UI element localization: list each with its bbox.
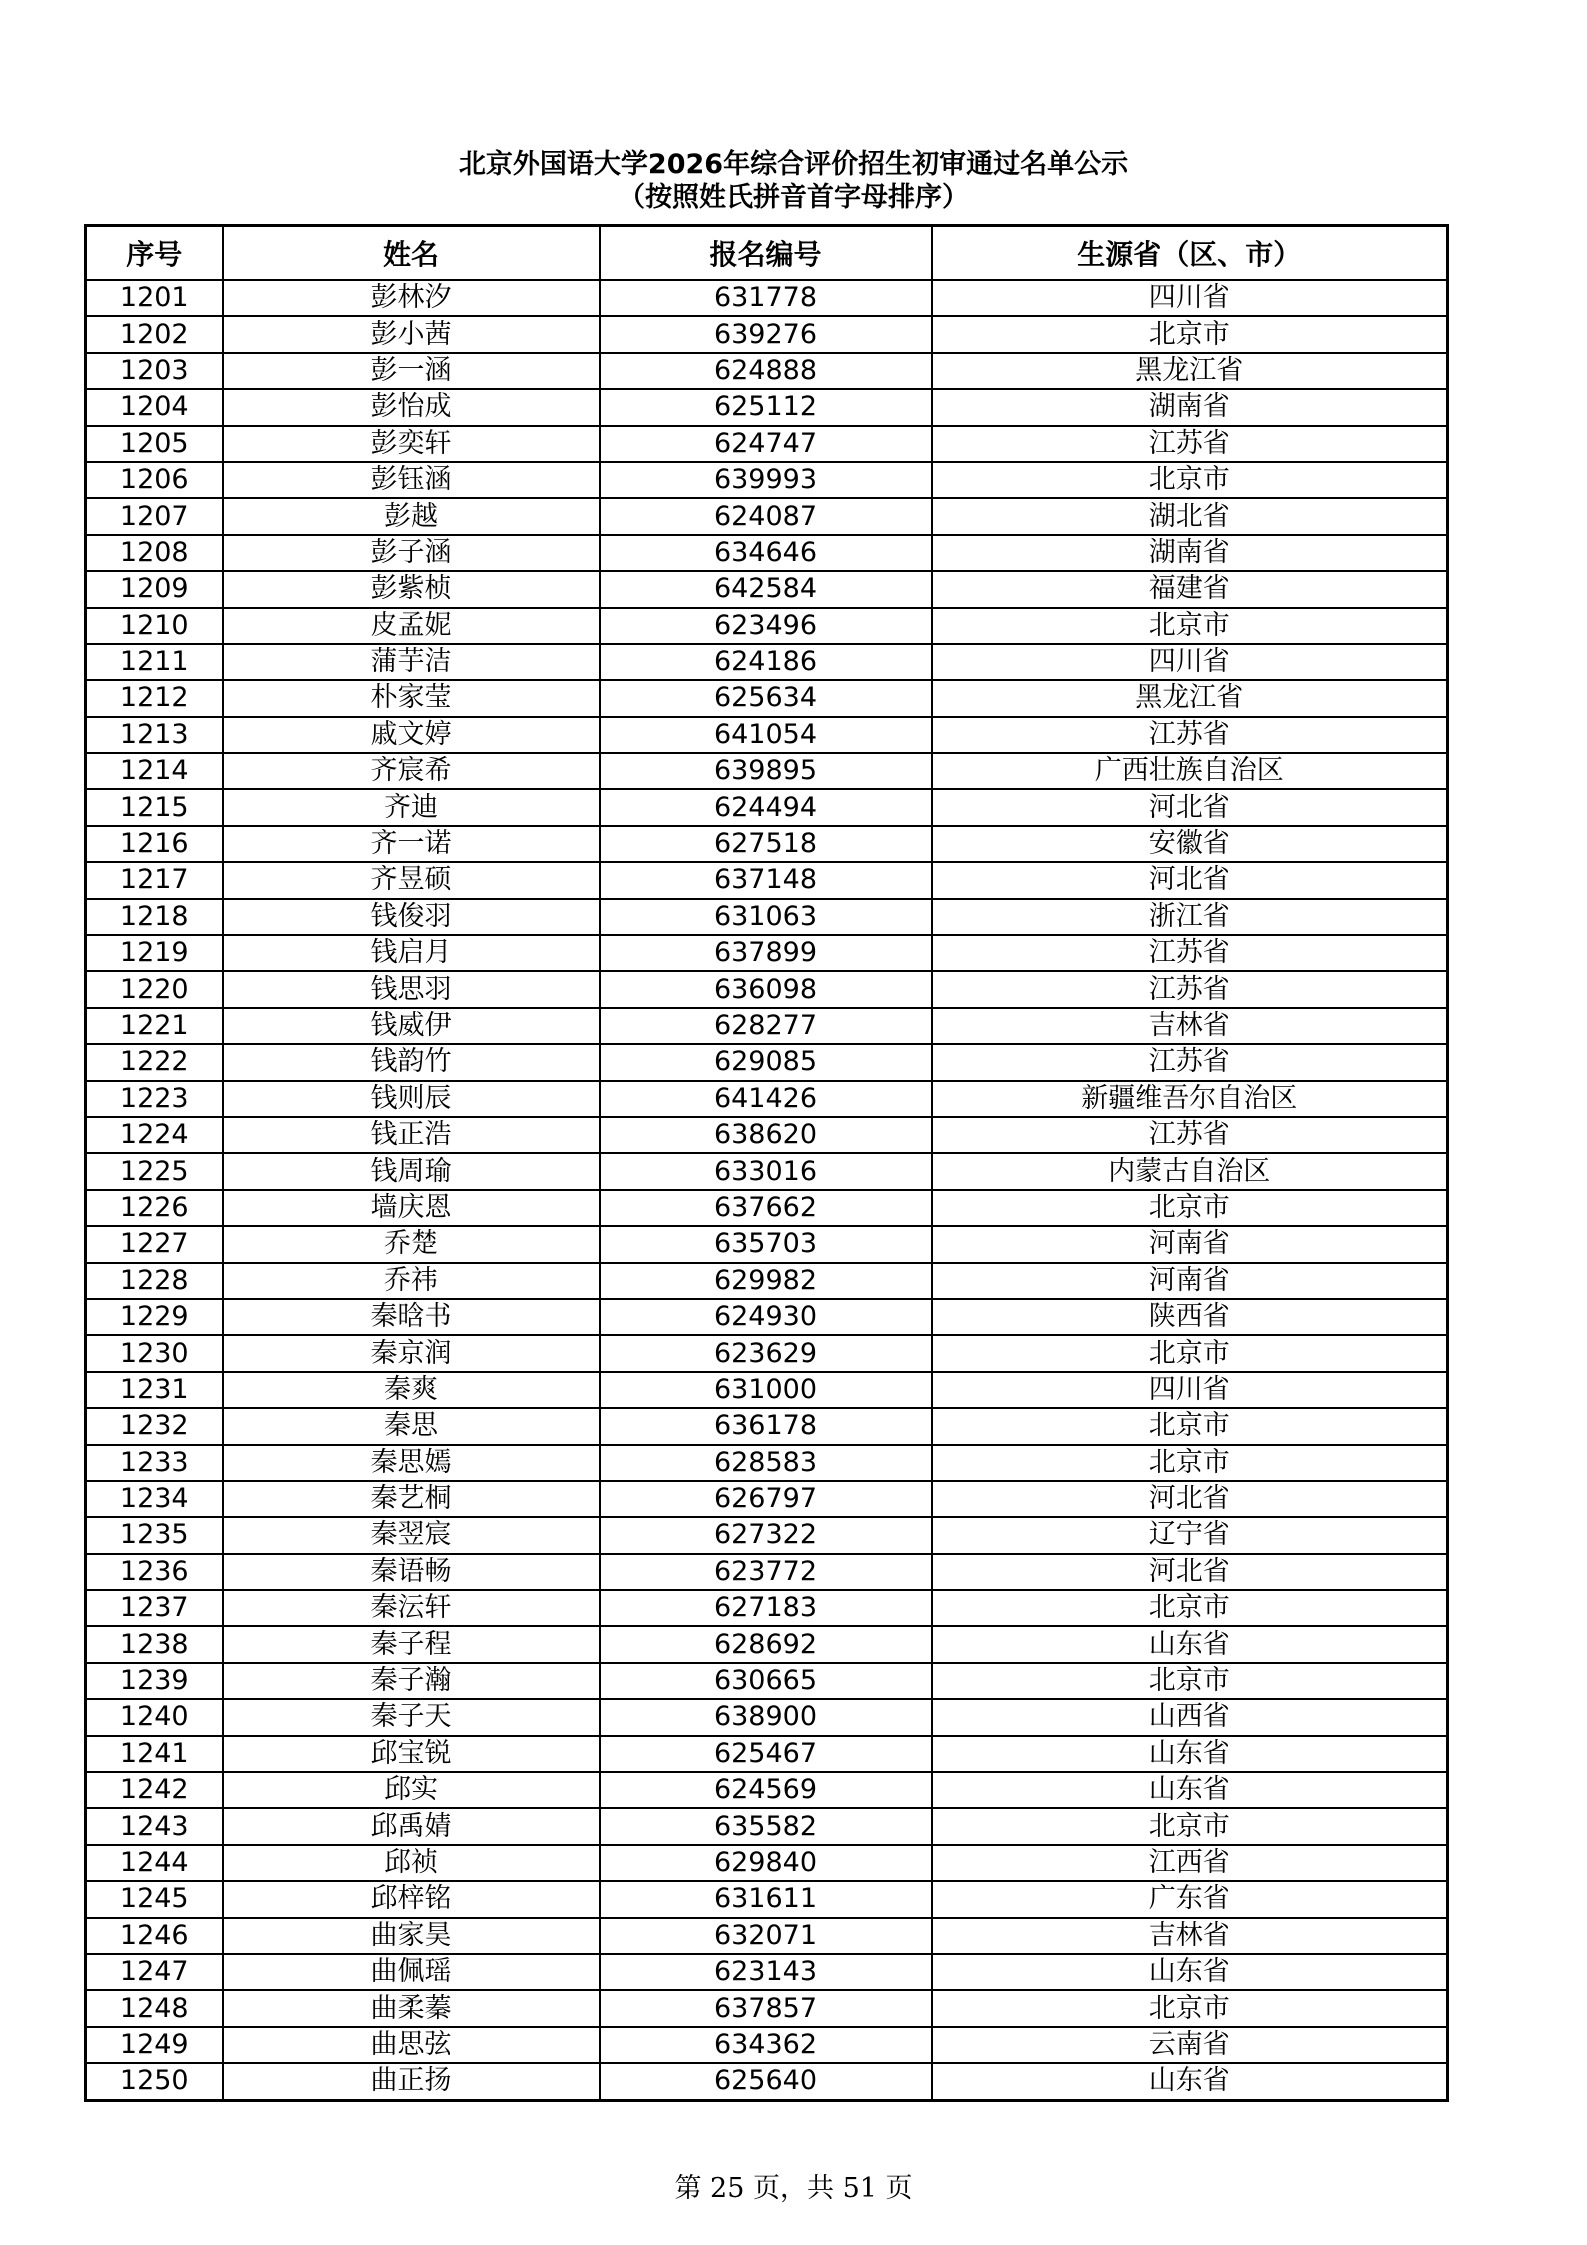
- table-row: [86, 2063, 1448, 2100]
- cell-index: 1225: [86, 1153, 223, 1189]
- table-header-row: [86, 226, 1448, 281]
- table-row: [86, 498, 1448, 534]
- table-row: [86, 971, 1448, 1007]
- cell-index: 1243: [86, 1808, 223, 1844]
- cell-name: 秦晗书: [223, 1299, 600, 1335]
- cell-name: 秦翌宸: [223, 1517, 600, 1553]
- cell-index: 1217: [86, 862, 223, 898]
- cell-name: 彭怡成: [223, 389, 600, 425]
- table-row: [86, 935, 1448, 971]
- cell-index: 1228: [86, 1263, 223, 1299]
- cell-index: 1201: [86, 280, 223, 316]
- table-row: [86, 1263, 1448, 1299]
- cell-reg-id: 623496: [600, 608, 932, 644]
- cell-name: 秦沄轩: [223, 1590, 600, 1626]
- cell-reg-id: 625467: [600, 1736, 932, 1772]
- table-row: [86, 1190, 1448, 1226]
- table-row: [86, 426, 1448, 462]
- cell-reg-id: 628692: [600, 1626, 932, 1662]
- cell-province: 河北省: [932, 1481, 1448, 1517]
- cell-name: 邱宝锐: [223, 1736, 600, 1772]
- table-row: [86, 1445, 1448, 1481]
- cell-name: 彭子涵: [223, 535, 600, 571]
- cell-reg-id: 637857: [600, 1990, 932, 2026]
- table-row: [86, 1372, 1448, 1408]
- cell-name: 钱周瑜: [223, 1153, 600, 1189]
- cell-reg-id: 636098: [600, 971, 932, 1007]
- cell-reg-id: 631063: [600, 899, 932, 935]
- cell-reg-id: 624569: [600, 1772, 932, 1808]
- cell-province: 山东省: [932, 1954, 1448, 1990]
- cell-name: 曲家昊: [223, 1918, 600, 1954]
- cell-index: 1202: [86, 316, 223, 352]
- cell-reg-id: 638900: [600, 1699, 932, 1735]
- page-title: 北京外国语大学2026年综合评价招生初审通过名单公示: [458, 149, 1129, 180]
- cell-reg-id: 625640: [600, 2063, 932, 2100]
- cell-reg-id: 632071: [600, 1918, 932, 1954]
- cell-name: 墙庆恩: [223, 1190, 600, 1226]
- cell-reg-id: 629982: [600, 1263, 932, 1299]
- cell-reg-id: 641426: [600, 1081, 932, 1117]
- cell-name: 朴家莹: [223, 680, 600, 716]
- cell-reg-id: 635703: [600, 1226, 932, 1262]
- cell-name: 钱俊羽: [223, 899, 600, 935]
- cell-province: 河南省: [932, 1226, 1448, 1262]
- cell-province: 湖南省: [932, 389, 1448, 425]
- cell-name: 曲正扬: [223, 2063, 600, 2100]
- cell-name: 邱祯: [223, 1845, 600, 1881]
- table-row: [86, 826, 1448, 862]
- cell-index: 1213: [86, 717, 223, 753]
- cell-province: 陕西省: [932, 1299, 1448, 1335]
- cell-index: 1236: [86, 1554, 223, 1590]
- cell-name: 乔楚: [223, 1226, 600, 1262]
- cell-reg-id: 638620: [600, 1117, 932, 1153]
- cell-province: 广西壮族自治区: [932, 753, 1448, 789]
- cell-index: 1216: [86, 826, 223, 862]
- cell-province: 北京市: [932, 1445, 1448, 1481]
- cell-province: 新疆维吾尔自治区: [932, 1081, 1448, 1117]
- cell-index: 1241: [86, 1736, 223, 1772]
- table-row: [86, 316, 1448, 352]
- cell-index: 1221: [86, 1008, 223, 1044]
- cell-province: 北京市: [932, 1408, 1448, 1444]
- table-row: [86, 1918, 1448, 1954]
- cell-name: 钱韵竹: [223, 1044, 600, 1080]
- cell-province: 北京市: [932, 1990, 1448, 2026]
- cell-index: 1248: [86, 1990, 223, 2026]
- cell-index: 1212: [86, 680, 223, 716]
- cell-index: 1247: [86, 1954, 223, 1990]
- table-row: [86, 717, 1448, 753]
- cell-index: 1234: [86, 1481, 223, 1517]
- cell-reg-id: 637148: [600, 862, 932, 898]
- cell-name: 彭钰涵: [223, 462, 600, 498]
- cell-reg-id: 623629: [600, 1335, 932, 1371]
- cell-reg-id: 629840: [600, 1845, 932, 1881]
- cell-province: 福建省: [932, 571, 1448, 607]
- cell-reg-id: 631000: [600, 1372, 932, 1408]
- cell-province: 四川省: [932, 644, 1448, 680]
- cell-index: 1209: [86, 571, 223, 607]
- cell-province: 安徽省: [932, 826, 1448, 862]
- cell-province: 河北省: [932, 789, 1448, 825]
- cell-province: 江苏省: [932, 935, 1448, 971]
- cell-reg-id: 630665: [600, 1663, 932, 1699]
- cell-province: 山东省: [932, 1626, 1448, 1662]
- cell-index: 1231: [86, 1372, 223, 1408]
- table-row: [86, 280, 1448, 316]
- table-row: [86, 1736, 1448, 1772]
- cell-reg-id: 639993: [600, 462, 932, 498]
- cell-province: 山东省: [932, 1772, 1448, 1808]
- cell-name: 彭一涵: [223, 353, 600, 389]
- cell-province: 北京市: [932, 1190, 1448, 1226]
- column-header-reg-id: 报名编号: [600, 226, 932, 281]
- cell-reg-id: 635582: [600, 1808, 932, 1844]
- cell-name: 彭林汐: [223, 280, 600, 316]
- cell-province: 河南省: [932, 1263, 1448, 1299]
- cell-province: 黑龙江省: [932, 680, 1448, 716]
- cell-province: 江苏省: [932, 1044, 1448, 1080]
- cell-reg-id: 631778: [600, 280, 932, 316]
- cell-index: 1210: [86, 608, 223, 644]
- cell-index: 1224: [86, 1117, 223, 1153]
- cell-index: 1227: [86, 1226, 223, 1262]
- table-row: [86, 1590, 1448, 1626]
- cell-province: 四川省: [932, 1372, 1448, 1408]
- cell-reg-id: 636178: [600, 1408, 932, 1444]
- cell-reg-id: 634646: [600, 535, 932, 571]
- cell-reg-id: 624930: [600, 1299, 932, 1335]
- cell-reg-id: 623143: [600, 1954, 932, 1990]
- cell-name: 齐宸希: [223, 753, 600, 789]
- cell-province: 河北省: [932, 862, 1448, 898]
- cell-index: 1222: [86, 1044, 223, 1080]
- cell-name: 齐迪: [223, 789, 600, 825]
- cell-reg-id: 641054: [600, 717, 932, 753]
- cell-name: 秦京润: [223, 1335, 600, 1371]
- cell-name: 秦艺桐: [223, 1481, 600, 1517]
- admission-list-table: [84, 224, 1449, 2102]
- cell-reg-id: 639895: [600, 753, 932, 789]
- cell-index: 1206: [86, 462, 223, 498]
- cell-index: 1232: [86, 1408, 223, 1444]
- table-row: [86, 389, 1448, 425]
- cell-province: 河北省: [932, 1554, 1448, 1590]
- cell-reg-id: 627183: [600, 1590, 932, 1626]
- cell-name: 邱实: [223, 1772, 600, 1808]
- cell-index: 1230: [86, 1335, 223, 1371]
- cell-province: 辽宁省: [932, 1517, 1448, 1553]
- cell-reg-id: 625112: [600, 389, 932, 425]
- cell-reg-id: 629085: [600, 1044, 932, 1080]
- cell-name: 秦子程: [223, 1626, 600, 1662]
- cell-reg-id: 628277: [600, 1008, 932, 1044]
- table-row: [86, 1335, 1448, 1371]
- table-row: [86, 644, 1448, 680]
- cell-province: 广东省: [932, 1881, 1448, 1917]
- cell-reg-id: 624888: [600, 353, 932, 389]
- cell-province: 北京市: [932, 1663, 1448, 1699]
- cell-index: 1208: [86, 535, 223, 571]
- cell-name: 彭奕轩: [223, 426, 600, 462]
- cell-reg-id: 624494: [600, 789, 932, 825]
- cell-name: 邱禹婧: [223, 1808, 600, 1844]
- cell-province: 浙江省: [932, 899, 1448, 935]
- cell-province: 吉林省: [932, 1008, 1448, 1044]
- cell-name: 彭小茜: [223, 316, 600, 352]
- cell-reg-id: 624186: [600, 644, 932, 680]
- cell-reg-id: 624087: [600, 498, 932, 534]
- cell-name: 乔祎: [223, 1263, 600, 1299]
- cell-index: 1205: [86, 426, 223, 462]
- table-row: [86, 1117, 1448, 1153]
- cell-index: 1250: [86, 2063, 223, 2100]
- cell-index: 1245: [86, 1881, 223, 1917]
- cell-index: 1226: [86, 1190, 223, 1226]
- cell-index: 1244: [86, 1845, 223, 1881]
- cell-reg-id: 626797: [600, 1481, 932, 1517]
- cell-province: 山东省: [932, 2063, 1448, 2100]
- cell-reg-id: 634362: [600, 2027, 932, 2063]
- cell-name: 钱威伊: [223, 1008, 600, 1044]
- table-row: [86, 862, 1448, 898]
- cell-reg-id: 627518: [600, 826, 932, 862]
- cell-reg-id: 642584: [600, 571, 932, 607]
- cell-reg-id: 624747: [600, 426, 932, 462]
- cell-reg-id: 631611: [600, 1881, 932, 1917]
- cell-name: 钱则辰: [223, 1081, 600, 1117]
- table-row: [86, 1626, 1448, 1662]
- cell-index: 1207: [86, 498, 223, 534]
- table-row: [86, 1845, 1448, 1881]
- table-row: [86, 1881, 1448, 1917]
- cell-province: 内蒙古自治区: [932, 1153, 1448, 1189]
- cell-index: 1214: [86, 753, 223, 789]
- cell-name: 齐昱硕: [223, 862, 600, 898]
- cell-province: 北京市: [932, 1808, 1448, 1844]
- table-row: [86, 899, 1448, 935]
- cell-province: 北京市: [932, 1335, 1448, 1371]
- table-row: [86, 1226, 1448, 1262]
- cell-index: 1218: [86, 899, 223, 935]
- cell-index: 1215: [86, 789, 223, 825]
- cell-name: 戚文婷: [223, 717, 600, 753]
- cell-index: 1242: [86, 1772, 223, 1808]
- cell-index: 1239: [86, 1663, 223, 1699]
- column-header-name: 姓名: [223, 226, 600, 281]
- cell-province: 江西省: [932, 1845, 1448, 1881]
- cell-reg-id: 637899: [600, 935, 932, 971]
- cell-reg-id: 639276: [600, 316, 932, 352]
- cell-index: 1203: [86, 353, 223, 389]
- cell-index: 1220: [86, 971, 223, 1007]
- cell-name: 邱梓铭: [223, 1881, 600, 1917]
- cell-province: 山西省: [932, 1699, 1448, 1735]
- cell-index: 1204: [86, 389, 223, 425]
- table-row: [86, 535, 1448, 571]
- table-row: [86, 353, 1448, 389]
- table-row: [86, 1299, 1448, 1335]
- table-row: [86, 1554, 1448, 1590]
- cell-reg-id: 623772: [600, 1554, 932, 1590]
- cell-index: 1237: [86, 1590, 223, 1626]
- cell-name: 秦子瀚: [223, 1663, 600, 1699]
- table-row: [86, 789, 1448, 825]
- cell-name: 皮孟妮: [223, 608, 600, 644]
- table-row: [86, 1481, 1448, 1517]
- cell-province: 江苏省: [932, 717, 1448, 753]
- table-row: [86, 753, 1448, 789]
- cell-province: 吉林省: [932, 1918, 1448, 1954]
- cell-province: 江苏省: [932, 1117, 1448, 1153]
- cell-province: 北京市: [932, 316, 1448, 352]
- cell-name: 钱启月: [223, 935, 600, 971]
- table-row: [86, 1408, 1448, 1444]
- cell-name: 钱正浩: [223, 1117, 600, 1153]
- cell-name: 曲佩瑶: [223, 1954, 600, 1990]
- table-row: [86, 1954, 1448, 1990]
- table-row: [86, 571, 1448, 607]
- cell-province: 黑龙江省: [932, 353, 1448, 389]
- table-row: [86, 2027, 1448, 2063]
- cell-reg-id: 637662: [600, 1190, 932, 1226]
- table-row: [86, 1699, 1448, 1735]
- table-row: [86, 1081, 1448, 1117]
- table-row: [86, 1772, 1448, 1808]
- cell-name: 秦语畅: [223, 1554, 600, 1590]
- table-row: [86, 1153, 1448, 1189]
- cell-reg-id: 633016: [600, 1153, 932, 1189]
- table-row: [86, 462, 1448, 498]
- cell-name: 秦思: [223, 1408, 600, 1444]
- cell-index: 1229: [86, 1299, 223, 1335]
- table-row: [86, 1008, 1448, 1044]
- cell-index: 1246: [86, 1918, 223, 1954]
- cell-name: 曲柔蓁: [223, 1990, 600, 2026]
- cell-index: 1235: [86, 1517, 223, 1553]
- cell-province: 四川省: [932, 280, 1448, 316]
- column-header-index: 序号: [86, 226, 223, 281]
- cell-index: 1249: [86, 2027, 223, 2063]
- cell-index: 1219: [86, 935, 223, 971]
- cell-index: 1223: [86, 1081, 223, 1117]
- cell-name: 彭越: [223, 498, 600, 534]
- cell-reg-id: 628583: [600, 1445, 932, 1481]
- column-header-province: 生源省（区、市）: [932, 226, 1448, 281]
- cell-province: 江苏省: [932, 426, 1448, 462]
- page-number: 第 25 页，共 51 页: [674, 2173, 913, 2204]
- page-subtitle: （按照姓氏拼音首字母排序）: [618, 182, 969, 213]
- cell-index: 1233: [86, 1445, 223, 1481]
- cell-name: 钱思羽: [223, 971, 600, 1007]
- cell-province: 北京市: [932, 462, 1448, 498]
- table-row: [86, 1517, 1448, 1553]
- cell-name: 齐一诺: [223, 826, 600, 862]
- cell-province: 山东省: [932, 1736, 1448, 1772]
- cell-province: 湖北省: [932, 498, 1448, 534]
- cell-name: 曲思弦: [223, 2027, 600, 2063]
- cell-index: 1211: [86, 644, 223, 680]
- cell-province: 北京市: [932, 1590, 1448, 1626]
- cell-province: 湖南省: [932, 535, 1448, 571]
- cell-reg-id: 625634: [600, 680, 932, 716]
- table-row: [86, 1044, 1448, 1080]
- cell-name: 彭紫桢: [223, 571, 600, 607]
- cell-name: 秦爽: [223, 1372, 600, 1408]
- cell-province: 江苏省: [932, 971, 1448, 1007]
- table-row: [86, 608, 1448, 644]
- cell-province: 北京市: [932, 608, 1448, 644]
- cell-name: 秦子天: [223, 1699, 600, 1735]
- table-row: [86, 1990, 1448, 2026]
- cell-name: 秦思嫣: [223, 1445, 600, 1481]
- cell-index: 1238: [86, 1626, 223, 1662]
- table-row: [86, 680, 1448, 716]
- cell-reg-id: 627322: [600, 1517, 932, 1553]
- cell-province: 云南省: [932, 2027, 1448, 2063]
- cell-index: 1240: [86, 1699, 223, 1735]
- table-row: [86, 1663, 1448, 1699]
- table-row: [86, 1808, 1448, 1844]
- cell-name: 蒲芋洁: [223, 644, 600, 680]
